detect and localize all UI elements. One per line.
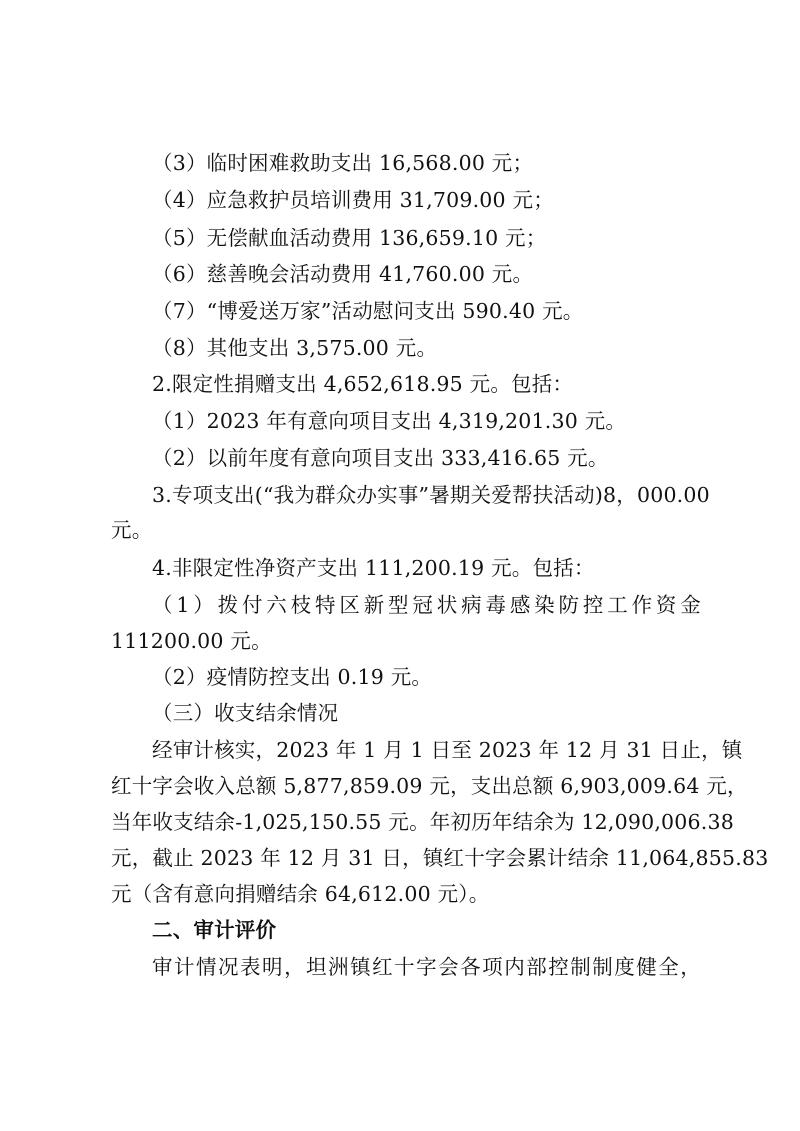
section-heading-evaluation: 二、审计评价 <box>152 918 277 942</box>
unrestricted-item-1-line-2: 111200.00 元。 <box>111 629 272 653</box>
balance-line-4: 元，截止 2023 年 12 月 31 日，镇红十字会累计结余 11,064,855.83 <box>111 846 769 870</box>
unrestricted-item-2: （2）疫情防控支出 0.19 元。 <box>152 665 433 689</box>
unrestricted-heading: 4.非限定性净资产支出 111,200.19 元。包括： <box>152 556 595 580</box>
expenditure-item-4: （4）应急救护员培训费用 31,709.00 元； <box>152 188 554 212</box>
expenditure-item-6: （6）慈善晚会活动费用 41,760.00 元。 <box>152 262 534 286</box>
balance-line-5: 元（含有意向捐赠结余 64,612.00 元）。 <box>111 882 490 906</box>
balance-heading: （三）收支结余情况 <box>152 701 339 725</box>
expenditure-item-5: （5）无偿献血活动费用 136,659.10 元； <box>152 226 547 250</box>
unrestricted-item-1-line-1: （1）拨付六枝特区新型冠状病毒感染防控工作资金 <box>152 593 701 617</box>
evaluation-line-1: 审计情况表明，坦洲镇红十字会各项内部控制制度健全， <box>152 955 701 979</box>
balance-line-2: 红十字会收入总额 5,877,859.09 元，支出总额 6,903,009.64 元， <box>111 774 748 798</box>
balance-line-3: 当年收支结余-1,025,150.55 元。年初历年结余为 12,090,006.38 <box>111 810 734 834</box>
expenditure-item-8: （8）其他支出 3,575.00 元。 <box>152 336 438 360</box>
restricted-item-1: （1）2023 年有意向项目支出 4,319,201.30 元。 <box>152 409 627 433</box>
restricted-item-2: （2）以前年度有意向项目支出 333,416.65 元。 <box>152 446 609 470</box>
special-line-2: 元。 <box>111 518 153 542</box>
expenditure-item-7: （7）“博爱送万家”活动慰问支出 590.40 元。 <box>152 299 584 323</box>
special-line-1: 3.专项支出(“我为群众办实事”暑期关爱帮扶活动)8，000.00 <box>152 483 710 507</box>
restricted-heading: 2.限定性捐赠支出 4,652,618.95 元。包括： <box>152 372 574 396</box>
balance-line-1: 经审计核实，2023 年 1 月 1 日至 2023 年 12 月 31 日止，镇 <box>152 738 743 762</box>
expenditure-item-3: （3）临时困难救助支出 16,568.00 元； <box>152 151 534 175</box>
